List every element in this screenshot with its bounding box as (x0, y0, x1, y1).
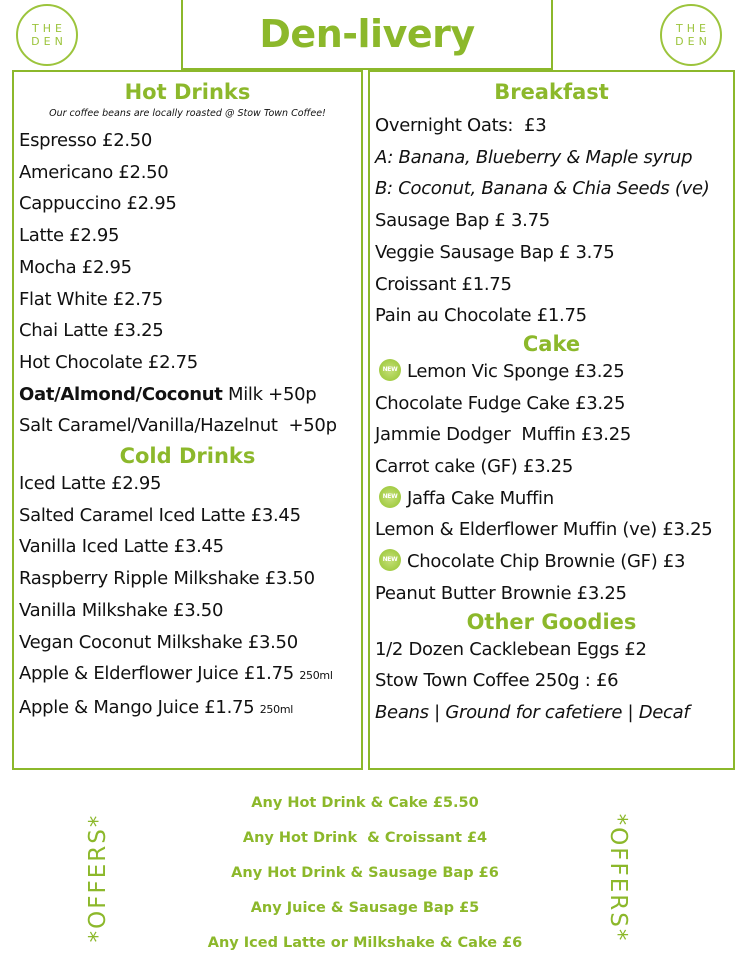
coffee-note: Our coffee beans are locally roasted @ Stow Town Coffee! (49, 108, 326, 119)
cake-name: Jaffa Cake Muffin (407, 487, 554, 509)
menu-item: Jammie Dodger Muffin £3.25 (375, 424, 632, 446)
offers-label-right: *OFFERS* (605, 813, 631, 943)
cold-drinks-heading: Cold Drinks (119, 444, 256, 469)
menu-item: B: Coconut, Banana & Chia Seeds (ve) (375, 178, 710, 200)
offer-item: Any Hot Drink & Sausage Bap £6 (231, 865, 499, 881)
offer-item: Any Juice & Sausage Bap £5 (250, 900, 480, 916)
logo-line1: THE (32, 22, 66, 35)
menu-item: Beans | Ground for cafetiere | Decaf (375, 701, 690, 723)
menu-item: Lemon & Elderflower Muffin (ve) £3.25 (375, 519, 713, 541)
page-title: Den-livery (181, 0, 553, 70)
breakfast-heading: Breakfast (494, 80, 609, 104)
logo-line1: THE (676, 22, 710, 35)
menu-item (14, 692, 361, 726)
menu-item: Peanut Butter Brownie £3.25 (375, 582, 627, 604)
logo-line2: DEN (31, 35, 67, 48)
milk-price: Milk +50p (222, 383, 317, 405)
menu-item: Chocolate Fudge Cake £3.25 (375, 392, 626, 414)
menu-item: Pain au Chocolate £1.75 (375, 305, 587, 327)
offer-item: Any Hot Drink & Croissant £4 (242, 830, 488, 846)
menu-item: Iced Latte £2.95 (19, 473, 162, 495)
menu-item (14, 658, 361, 692)
cake-name: Lemon Vic Sponge £3.25 (407, 360, 625, 382)
menu-item: Overnight Oats: £3 (375, 115, 547, 136)
new-badge-icon: NEW (379, 486, 401, 508)
offer-item: Any Hot Drink & Cake £5.50 (251, 795, 479, 811)
the-den-logo-left (16, 4, 78, 66)
menu-item: Vanilla Iced Latte £3.45 (19, 536, 224, 558)
menu-item: Croissant £1.75 (375, 273, 512, 295)
syrup-option: Salt Caramel/Vanilla/Hazelnut +50p (19, 415, 337, 437)
offers-list (160, 790, 570, 965)
milk-types: Oat/Almond/Coconut (19, 383, 223, 405)
offers-label-left: *OFFERS* (85, 813, 111, 943)
menu-item: Mocha £2.95 (19, 256, 132, 278)
menu-item: Chai Latte £3.25 (19, 320, 164, 342)
new-badge-icon: NEW (379, 549, 401, 571)
menu-item: Espresso £2.50 (19, 130, 153, 151)
juice-name: Apple & Elderflower Juice £1.75 (19, 663, 294, 685)
cake-heading: Cake (522, 331, 581, 356)
menu-item: Hot Chocolate £2.75 (19, 351, 198, 373)
menu-item: Cappuccino £2.95 (19, 193, 177, 215)
drinks-panel (12, 70, 363, 770)
cake-name: Chocolate Chip Brownie (GF) £3 (407, 551, 686, 573)
the-den-logo-right (660, 4, 722, 66)
menu-item (370, 356, 733, 388)
menu-item: Salted Caramel Iced Latte £3.45 (19, 504, 301, 526)
menu-item: Flat White £2.75 (19, 288, 163, 310)
food-panel (368, 70, 735, 770)
menu-item: Raspberry Ripple Milkshake £3.50 (19, 568, 315, 590)
juice-name: Apple & Mango Juice £1.75 (19, 696, 255, 718)
menu-item: Latte £2.95 (19, 225, 120, 247)
menu-item: A: Banana, Blueberry & Maple syrup (375, 146, 693, 168)
menu-item: Sausage Bap £ 3.75 (375, 210, 550, 232)
menu-item (370, 546, 733, 578)
menu-item: 1/2 Dozen Cacklebean Eggs £2 (375, 638, 647, 660)
logo-line2: DEN (675, 35, 711, 48)
new-badge-icon: NEW (379, 359, 401, 381)
other-goodies-heading: Other Goodies (466, 609, 637, 634)
menu-item: Vanilla Milkshake £3.50 (19, 599, 224, 621)
menu-item: Veggie Sausage Bap £ 3.75 (375, 241, 615, 263)
menu-item: Stow Town Coffee 250g : £6 (375, 670, 619, 692)
milk-option (14, 379, 361, 411)
juice-size: 250ml (299, 669, 333, 683)
juice-size: 250ml (259, 702, 293, 716)
offer-item: Any Iced Latte or Milkshake & Cake £6 (207, 935, 523, 951)
hot-drinks-heading: Hot Drinks (124, 80, 251, 104)
menu-item: Americano £2.50 (19, 161, 169, 183)
menu-item: Vegan Coconut Milkshake £3.50 (19, 631, 298, 653)
menu-item: Carrot cake (GF) £3.25 (375, 456, 573, 478)
menu-item (370, 483, 733, 515)
